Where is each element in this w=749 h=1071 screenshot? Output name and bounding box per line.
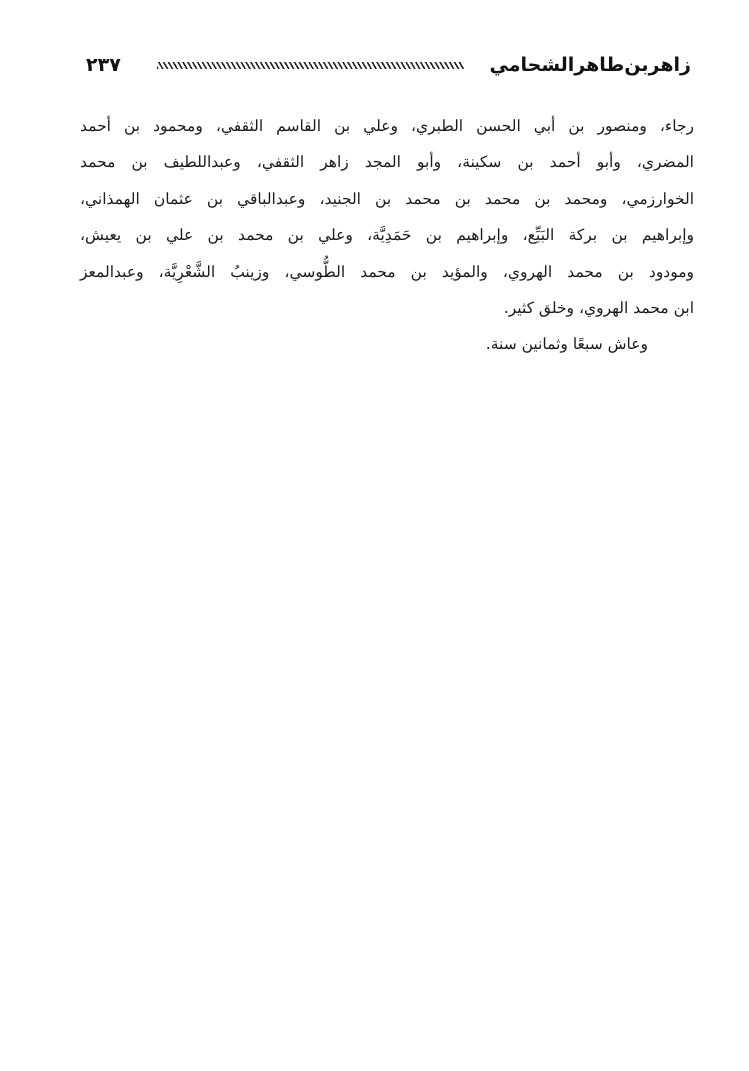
body-text [80, 108, 694, 363]
running-header-title: زاهربن‌طاهرالشحامي [489, 54, 691, 76]
text-line: ومودود بن محمد الهروي، والمؤيد بن محمد الطُّوسي، وزينبُ الشَّعْرِيَّة، وعبدالمعز [80, 262, 694, 281]
text-line: المضري، وأبو أحمد بن سكينة، وأبو المجد زاهر الثقفي، وعبداللطيف بن محمد [80, 153, 694, 172]
header-rule-divider [157, 62, 464, 69]
text-line: وإبراهيم بن بركة البَيِّع، وإبراهيم بن حَمَدِيَّة، وعلي بن محمد بن علي بن يعيش، [80, 226, 694, 245]
page-number: ٢٣٧ [86, 54, 121, 76]
text-line: ابن محمد الهروي، وخلق كثير. [503, 298, 694, 317]
text-line: رجاء، ومنصور بن أبي الحسن الطبري، وعلي بن القاسم الثقفي، ومحمود بن أحمد [80, 117, 694, 135]
text-line: الخوارزمي، ومحمد بن محمد بن محمد بن الجنيد، وعبدالباقي بن عثمان الهمذاني، [80, 189, 694, 208]
closing-paragraph: وعاش سبعًا وثمانين سنة. [485, 335, 648, 354]
running-header [86, 50, 691, 80]
